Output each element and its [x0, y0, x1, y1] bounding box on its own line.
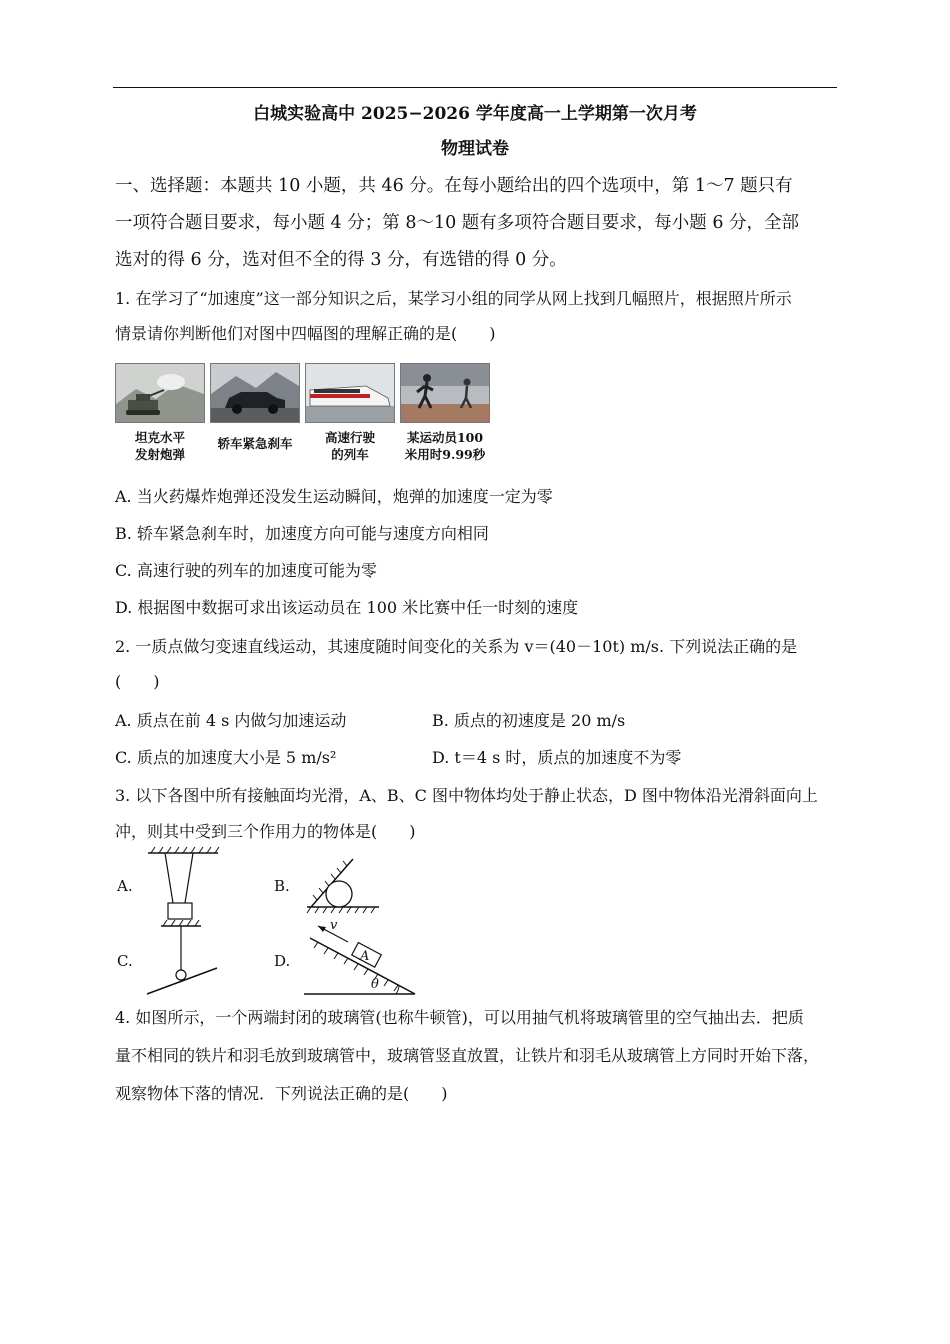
q4-line2: 量不相同的铁片和羽毛放到玻璃管中，玻璃管竖直放置，让铁片和羽毛从玻璃管上方同时开始下落， — [115, 1046, 820, 1065]
fig-d-velocity-label: v — [330, 918, 338, 933]
header-rule — [113, 87, 837, 88]
section1-line3: 选对的得 6 分，选对但不全的得 3 分，有选错的得 0 分。 — [115, 250, 567, 270]
q1-option-b: B. 轿车紧急刹车时，加速度方向可能与速度方向相同 — [115, 524, 489, 543]
photo-car — [210, 363, 300, 423]
q2-stem-line2: ( ) — [115, 672, 160, 691]
figure-b-ball-on-slope — [303, 845, 383, 915]
q4-line3: 观察物体下落的情况．下列说法正确的是( ) — [115, 1084, 448, 1103]
exam-title: 白城实验高中 2025−2026 学年度高一上学期第一次月考 — [253, 104, 697, 124]
photo-train — [305, 363, 395, 423]
caption-train: 高速行驶 的列车 — [324, 430, 375, 462]
section1-line1: 一、选择题：本题共 10 小题，共 46 分。在每小题给出的四个选项中，第 1～7 题只有 — [115, 176, 793, 196]
subject-title: 物理试卷 — [441, 139, 509, 159]
section1-line2: 一项符合题目要求，每小题 4 分；第 8～10 题有多项符合题目要求，每小题 6 分，全部 — [115, 213, 800, 233]
q2-stem-line1: 2. 一质点做匀变速直线运动，其速度随时间变化的关系为 v＝(40－10t) m/s. 下列说法正确的是 — [115, 637, 798, 656]
q2-option-a: A. 质点在前 4 s 内做匀加速运动 — [115, 711, 347, 730]
fig-d-block-label: A — [360, 949, 370, 964]
q2-option-d: D. t＝4 s 时，质点的加速度不为零 — [432, 748, 682, 767]
q2-option-b: B. 质点的初速度是 20 m/s — [432, 711, 626, 730]
figure-a-hanging-block — [143, 845, 223, 925]
fig-label-b: B. — [274, 877, 290, 895]
q1-stem-line2: 情景请你判断他们对图中四幅图的理解正确的是( ) — [115, 324, 496, 343]
q1-option-d: D. 根据图中数据可求出该运动员在 100 米比赛中任一时刻的速度 — [115, 598, 579, 617]
fig-label-c: C. — [117, 952, 133, 970]
q2-option-c: C. 质点的加速度大小是 5 m/s² — [115, 748, 337, 767]
figure-c-ball-on-incline — [143, 920, 223, 996]
caption-car: 轿车紧急刹车 — [217, 436, 293, 451]
caption-tank: 坦克水平 发射炮弹 — [134, 430, 185, 462]
fig-label-d: D. — [274, 952, 291, 970]
photo-runners — [400, 363, 490, 423]
caption-runner: 某运动员100 米用时9.99秒 — [404, 430, 486, 462]
fig-d-angle-label: θ — [371, 977, 379, 992]
q1-option-a: A. 当火药爆炸炮弹还没发生运动瞬间，炮弹的加速度一定为零 — [115, 487, 553, 506]
q1-photo-strip — [115, 363, 490, 463]
q3-stem-line1: 3. 以下各图中所有接触面均光滑，A、B、C 图中物体均处于静止状态，D 图中物体沿光滑斜面向上 — [115, 786, 818, 805]
fig-label-a: A. — [117, 877, 133, 895]
q1-stem-line1: 1. 在学习了“加速度”这一部分知识之后，某学习小组的同学从网上找到几幅照片，根据照片所示 — [115, 289, 792, 308]
q1-option-c: C. 高速行驶的列车的加速度可能为零 — [115, 561, 377, 580]
q4-line1: 4. 如图所示，一个两端封闭的玻璃管(也称牛顿管)，可以用抽气机将玻璃管里的空气抽出去．把质 — [115, 1008, 804, 1027]
q3-stem-line2: 冲，则其中受到三个作用力的物体是( ) — [115, 822, 416, 841]
photo-tank — [115, 363, 205, 423]
